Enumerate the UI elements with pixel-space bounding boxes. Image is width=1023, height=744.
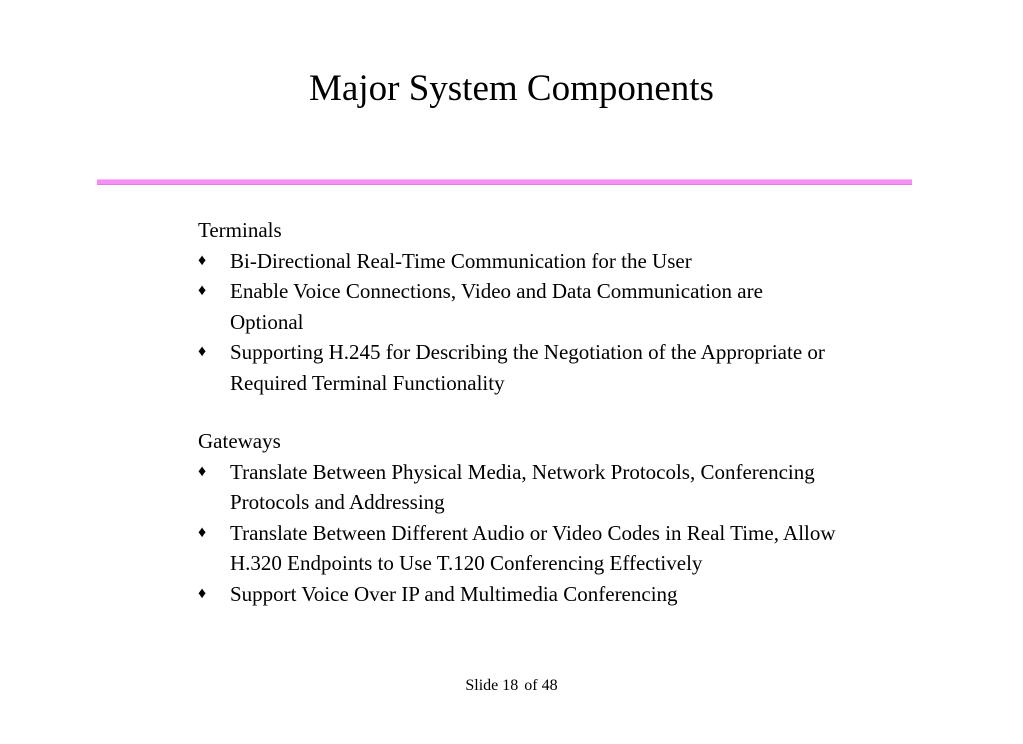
title-divider [97, 179, 912, 185]
slide-total: of 48 [524, 677, 558, 694]
bullet-list [198, 246, 838, 399]
bullet-list [198, 457, 838, 610]
diamond-icon: ♦ [198, 584, 207, 602]
section-heading: Gateways [198, 429, 281, 453]
diamond-icon: ♦ [198, 462, 207, 480]
slide-number: Slide 18 [465, 677, 519, 694]
list-item-text: Bi-Directional Real-Time Communication for the User [230, 248, 692, 273]
section-gateways [198, 426, 838, 609]
diamond-icon: ♦ [198, 343, 207, 360]
list-item [198, 337, 838, 398]
diamond-icon: ♦ [198, 523, 207, 541]
list-item [198, 457, 838, 518]
list-item [198, 518, 838, 579]
list-item [198, 579, 838, 610]
slide-footer [0, 676, 1023, 696]
list-item [198, 246, 838, 277]
list-item [198, 276, 838, 337]
list-item-text: Translate Between Different Audio or Video Codes in Real Time, Allow H.320 Endpoints to Use T.120 Conferencing Effectively [230, 520, 836, 575]
slide-content [198, 215, 838, 609]
list-item-text: Enable Voice Connections, Video and Data Communication are Optional [230, 279, 763, 334]
list-item-text: Translate Between Physical Media, Network Protocols, Conferencing Protocols and Addressing [230, 459, 815, 514]
slide-title: Major System Components [309, 68, 714, 109]
section-terminals [198, 215, 838, 398]
diamond-icon: ♦ [198, 251, 207, 269]
section-heading: Terminals [198, 218, 282, 242]
diamond-icon: ♦ [198, 282, 207, 299]
list-item-text: Support Voice Over IP and Multimedia Conferencing [230, 581, 678, 606]
list-item-text: Supporting H.245 for Describing the Negotiation of the Appropriate or Required Terminal Functionality [230, 340, 825, 395]
